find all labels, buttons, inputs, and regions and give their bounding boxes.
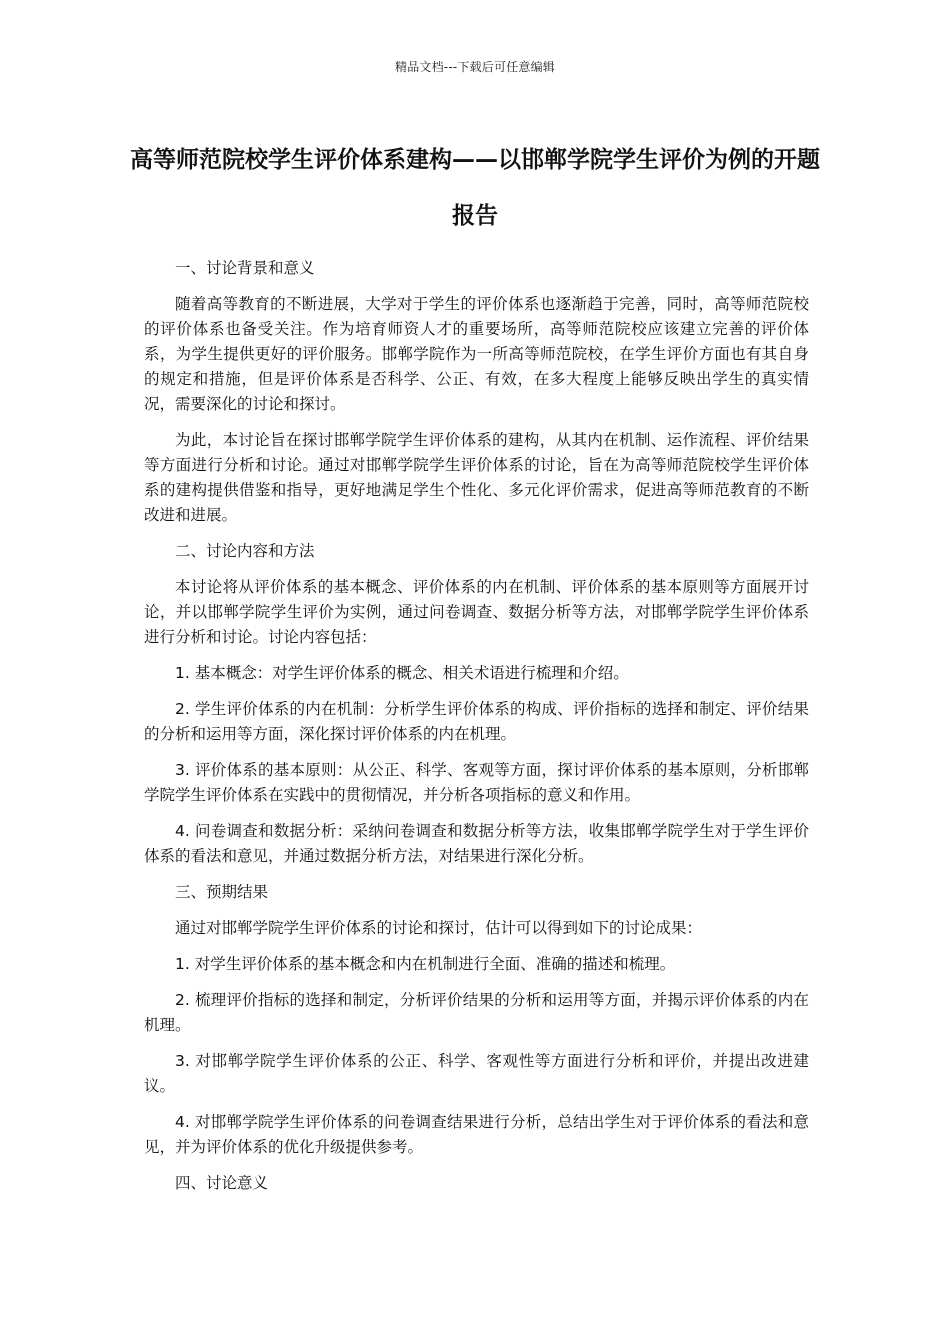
- list-item: 1. 基本概念：对学生评价体系的概念、相关术语进行梳理和介绍。: [175, 664, 629, 682]
- paragraph: 随着高等教育的不断进展，大学对于学生的评价体系也逐渐趋于完善，同时，高等师范院校的评价体系也备受关注。作为培育师资人才的重要场所，高等师范院校应该建立完善的评价体系，为学生提供更好的评价服务。邯郸学院作为一所高等师范院校，在学生评价方面也有其自身的规定和措施，但是评价体系是否科学、公正、有效，在多大程度上能够反映出学生的真实情况，需要深化的讨论和探讨。: [144, 295, 809, 413]
- document-body: [144, 256, 809, 1207]
- list-item: 4. 对邯郸学院学生评价体系的问卷调查结果进行分析，总结出学生对于评价体系的看法和意见，并为评价体系的优化升级提供参考。: [144, 1113, 809, 1156]
- paragraph: 为此，本讨论旨在探讨邯郸学院学生评价体系的建构，从其内在机制、运作流程、评价结果等方面进行分析和讨论。通过对邯郸学院学生评价体系的讨论，旨在为高等师范院校学生评价体系的建构提供借鉴和指导，更好地满足学生个性化、多元化评价需求，促进高等师范教育的不断改进和进展。: [144, 431, 809, 524]
- paragraph: 本讨论将从评价体系的基本概念、评价体系的内在机制、评价体系的基本原则等方面展开讨论，并以邯郸学院学生评价为实例，通过问卷调查、数据分析等方法，对邯郸学院学生评价体系进行分析和讨论。讨论内容包括：: [144, 578, 809, 646]
- section-heading-significance: 四、讨论意义: [175, 1174, 269, 1192]
- list-item: 1. 对学生评价体系的基本概念和内在机制进行全面、准确的描述和梳理。: [175, 955, 676, 973]
- page-header-note: 精品文档---下载后可任意编辑: [395, 60, 555, 74]
- list-item: 2. 学生评价体系的内在机制：分析学生评价体系的构成、评价指标的选择和制定、评价结果的分析和运用等方面，深化探讨评价体系的内在机理。: [144, 700, 809, 743]
- section-heading-background: 一、讨论背景和意义: [175, 259, 315, 277]
- section-heading-content-methods: 二、讨论内容和方法: [175, 542, 315, 560]
- document-title: 高等师范院校学生评价体系建构——以邯郸学院学生评价为例的开题报告: [130, 147, 820, 229]
- list-item: 4. 问卷调查和数据分析：采纳问卷调查和数据分析等方法，收集邯郸学院学生对于学生评价体系的看法和意见，并通过数据分析方法，对结果进行深化分析。: [144, 822, 809, 865]
- list-item: 3. 评价体系的基本原则：从公正、科学、客观等方面，探讨评价体系的基本原则，分析邯郸学院学生评价体系在实践中的贯彻情况，并分析各项指标的意义和作用。: [144, 761, 809, 804]
- list-item: 2. 梳理评价指标的选择和制定，分析评价结果的分析和运用等方面，并揭示评价体系的内在机理。: [144, 991, 809, 1034]
- paragraph: 通过对邯郸学院学生评价体系的讨论和探讨，估计可以得到如下的讨论成果：: [175, 919, 703, 937]
- list-item: 3. 对邯郸学院学生评价体系的公正、科学、客观性等方面进行分析和评价，并提出改进建议。: [144, 1052, 809, 1095]
- section-heading-expected-results: 三、预期结果: [175, 883, 269, 901]
